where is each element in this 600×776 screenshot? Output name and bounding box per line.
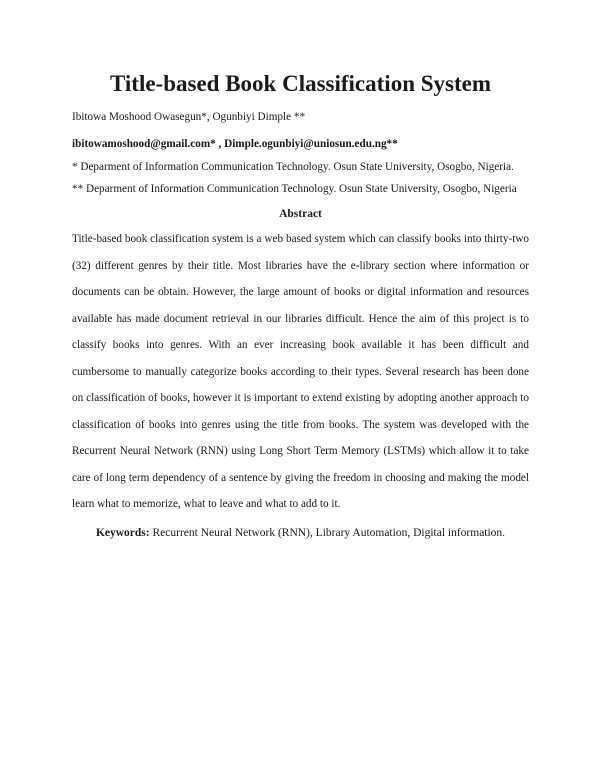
abstract-heading: Abstract — [279, 208, 322, 220]
paper-title: Title-based Book Classification System — [109, 71, 492, 96]
keywords-label: Keywords: — [95, 526, 150, 539]
affiliation-2: ** Deparment of Information Communication Technology. Osun State University, Osogbo, Nigeria — [72, 183, 517, 195]
keywords-text: Recurrent Neural Network (RNN), Library Automation, Digital information. — [152, 526, 506, 539]
affiliation-1: * Deparment of Information Communication Technology. Osun State University, Osogbo, Nigeria. — [72, 161, 514, 173]
keywords — [72, 526, 529, 540]
author-emails: ibitowamoshood@gmail.com* , Dimple.ogunbiyi@uniosun.edu.ng** — [72, 138, 398, 150]
abstract-text: Title-based book classification system is a web based system which can classify books into thirty-two (32) different genres by their title. Most libraries have the e-library section where information or documents can be obtain. However, the large amount of books or digital information and resources available has made document retrieval in our libraries difficult. Hence the aim of this project is to classify books into genres. With an ever increasing book available it has been difficult and cumbersome to manually categorize books according to their types. Several research has been done on classification of books, however it is important to extend existing by adopting another approach to classification of books into genres using the title from books. The system was developed with the Recurrent Neural Network (RNN) using Long Short Term Memory (LSTMs) which allow it to take care of long term dependency of a sentence by giving the freedom in choosing and making the model learn what to memorize, what to leave and what to add to it. — [72, 233, 529, 510]
author-list: Ibitowa Moshood Owasegun*, Ogunbiyi Dimple ** — [72, 111, 306, 123]
